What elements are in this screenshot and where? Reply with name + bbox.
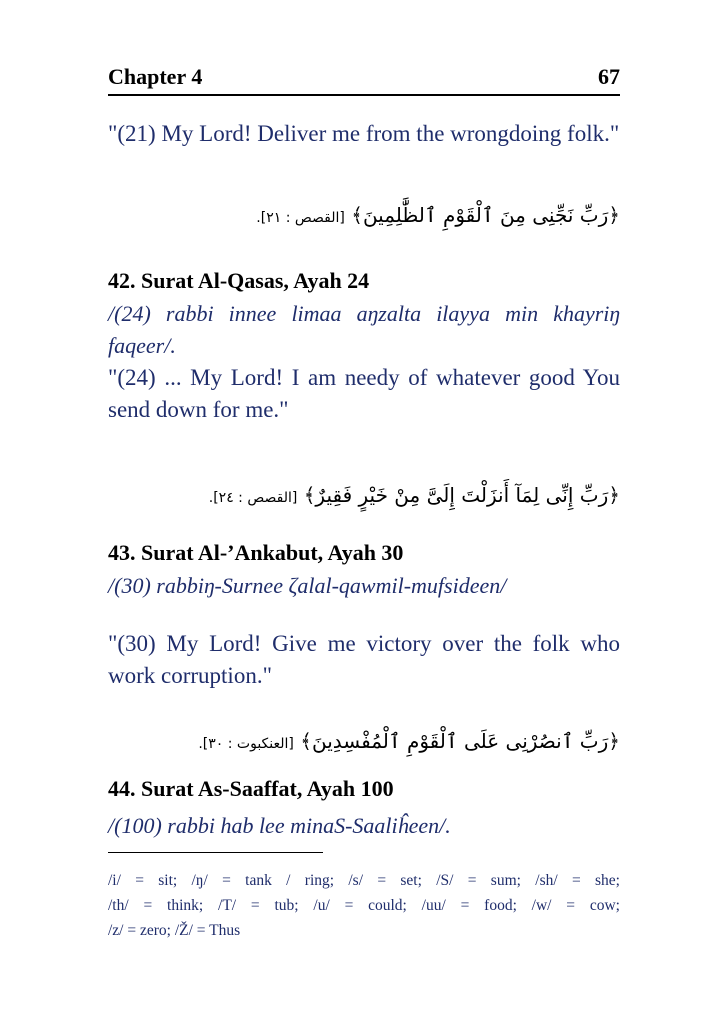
footnote-line: /i/ = sit; /ŋ/ = tank / ring; /s/ = set; /S/ = sum; /sh/ = she; [108, 872, 620, 889]
transliteration-43: /(30) rabbiŋ-Surnee ζalal-qawmil-mufsideen/ [108, 573, 507, 598]
section-heading-43: 43. Surat Al-’Ankabut, Ayah 30 [108, 540, 404, 565]
verse-reference: [القصص : ٢٤]. [208, 490, 298, 506]
section-heading-42: 42. Surat Al-Qasas, Ayah 24 [108, 268, 370, 293]
page-header [108, 62, 620, 96]
verse-reference: [العنكبوت : ٣٠]. [198, 736, 294, 752]
page-number: 67 [598, 64, 620, 89]
arabic-verse-43 [108, 724, 620, 761]
translation-43: "(30) My Lord! Give me victory over the folk who work corruption." [108, 631, 620, 688]
transliteration-42: /(24) rabbi innee limaa aŋzalta ilayya min khayriŋ faqeer/. [108, 301, 620, 358]
footnote-line: /th/ = think; /T/ = tub; /u/ = could; /uu/ = food; /w/ = cow; [108, 897, 620, 914]
arabic-verse-42 [108, 478, 620, 515]
footnote [108, 868, 620, 943]
arabic-text: ﴿رَبِّ ٱنصُرْنِى عَلَى ٱلْقَوْمِ ٱلْمُفْسِدِينَ﴾ [300, 729, 620, 753]
transliteration-44: /(100) rabbi hab lee minaS-Saaliĥeen/. [108, 813, 451, 838]
arabic-text: ﴿رَبِّ إِنِّى لِمَآ أَنزَلْتَ إِلَىَّ مِنْ خَيْرٍ فَقِيرٌ﴾ [303, 483, 620, 507]
section-heading-44: 44. Surat As-Saaffat, Ayah 100 [108, 776, 394, 801]
chapter-title: Chapter 4 [108, 64, 203, 89]
translation-42: "(24) ... My Lord! I am needy of whatever good You send down for me." [108, 365, 620, 422]
footnote-line: /z/ = zero; /Ž/ = Thus [108, 922, 241, 939]
book-page [108, 0, 620, 1028]
verse-reference: [القصص : ٢١]. [256, 210, 345, 226]
footnote-divider [108, 852, 323, 853]
arabic-text: ﴿رَبِّ نَجِّنِى مِنَ ٱلْقَوْمِ ٱلظَّٰلِمِينَ﴾ [351, 203, 620, 227]
arabic-verse-21 [108, 198, 620, 235]
translation-21: "(21) My Lord! Deliver me from the wrongdoing folk." [108, 121, 620, 146]
